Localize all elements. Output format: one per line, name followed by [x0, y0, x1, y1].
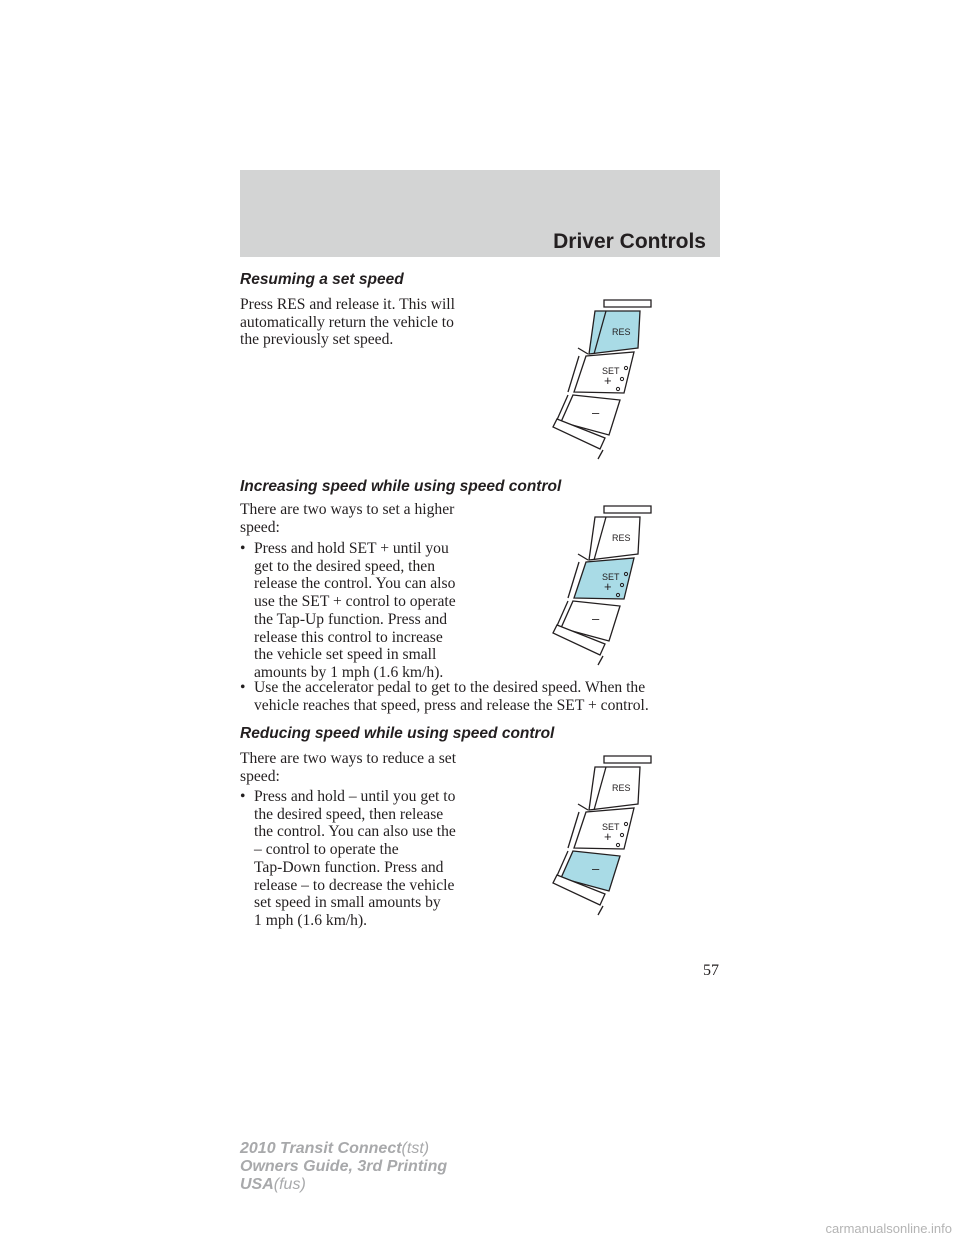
heading-resuming: Resuming a set speed [240, 271, 404, 288]
footer-market: USA [240, 1176, 274, 1193]
page-number: 57 [703, 962, 719, 979]
footer-line-model [240, 1140, 447, 1158]
text-line: There are two ways to reduce a set [240, 750, 457, 767]
text-line: Tap-Down function. Press and [254, 858, 444, 876]
bullet-reduce-1 [240, 788, 480, 933]
text-line: Press and hold – until you get to [254, 788, 456, 805]
footer-guide: Owners Guide, 3rd Printing [240, 1158, 448, 1175]
res-label: RES [612, 327, 631, 337]
set-label: SET [602, 822, 620, 832]
text-line: – control to operate the [254, 841, 399, 859]
text-line: release this control to increase [254, 628, 443, 646]
heading-reducing: Reducing speed while using speed control [240, 725, 555, 742]
text-line: Press and hold SET + until you [254, 540, 449, 557]
plus-symbol: + [604, 829, 612, 844]
bullet-increase-2 [240, 679, 720, 717]
text-line: 1 mph (1.6 km/h). [254, 911, 368, 929]
text-line: release the control. You can also [254, 575, 456, 593]
res-label: RES [612, 783, 631, 793]
set-label: SET [602, 366, 620, 376]
section-title: Driver Controls [553, 230, 706, 253]
footer-line-market [240, 1176, 447, 1194]
plus-symbol: + [604, 373, 612, 388]
text-line: set speed in small amounts by [254, 894, 441, 912]
footer-model: 2010 Transit Connect [240, 1140, 402, 1157]
text-line: the control. You can also use the [254, 823, 456, 841]
footer-print-info [240, 1140, 447, 1194]
text-line: the Tap-Up function. Press and [254, 610, 448, 628]
text-line: the desired speed, then release [254, 805, 444, 823]
footer-model-code: (tst) [401, 1140, 430, 1157]
set-label: SET [602, 572, 620, 582]
text-line: Press RES and release it. This will [240, 296, 455, 313]
minus-symbol: – [592, 611, 600, 626]
minus-symbol: – [592, 861, 600, 876]
text-line: speed: [240, 767, 280, 785]
section-header-band [240, 170, 720, 257]
paragraph-increasing-intro [240, 501, 454, 536]
bullet-increase-1 [240, 540, 480, 685]
text-line: automatically return the vehicle to [240, 313, 454, 331]
plus-symbol: + [604, 579, 612, 594]
paragraph-reducing-intro [240, 750, 456, 785]
text-line: get to the desired speed, then [254, 557, 436, 575]
text-line: There are two ways to set a higher [240, 501, 455, 518]
paragraph-resuming [240, 296, 455, 349]
footer-market-code: (fus) [273, 1176, 306, 1193]
text-line: amounts by 1 mph (1.6 km/h). [254, 663, 444, 681]
watermark: carmanualsonline.info [825, 1221, 952, 1236]
text-line: the vehicle set speed in small [254, 646, 437, 664]
text-line: use the SET + control to operate [254, 593, 456, 611]
text-line: speed: [240, 518, 280, 536]
minus-symbol: – [592, 405, 600, 420]
heading-increasing: Increasing speed while using speed control [240, 478, 562, 495]
text-line: the previously set speed. [240, 331, 394, 349]
speed-control-illustration-set [548, 502, 660, 666]
res-label: RES [612, 533, 631, 543]
speed-control-illustration-res [548, 296, 660, 460]
text-line: vehicle reaches that speed, press and release the SET + control. [254, 696, 649, 714]
bullet-dot: • [240, 679, 246, 696]
bullet-dot: • [240, 788, 246, 805]
text-line: release – to decrease the vehicle [254, 876, 455, 894]
text-line: Use the accelerator pedal to get to the desired speed. When the [254, 679, 646, 696]
bullet-dot: • [240, 540, 246, 557]
speed-control-illustration-minus [548, 752, 660, 916]
